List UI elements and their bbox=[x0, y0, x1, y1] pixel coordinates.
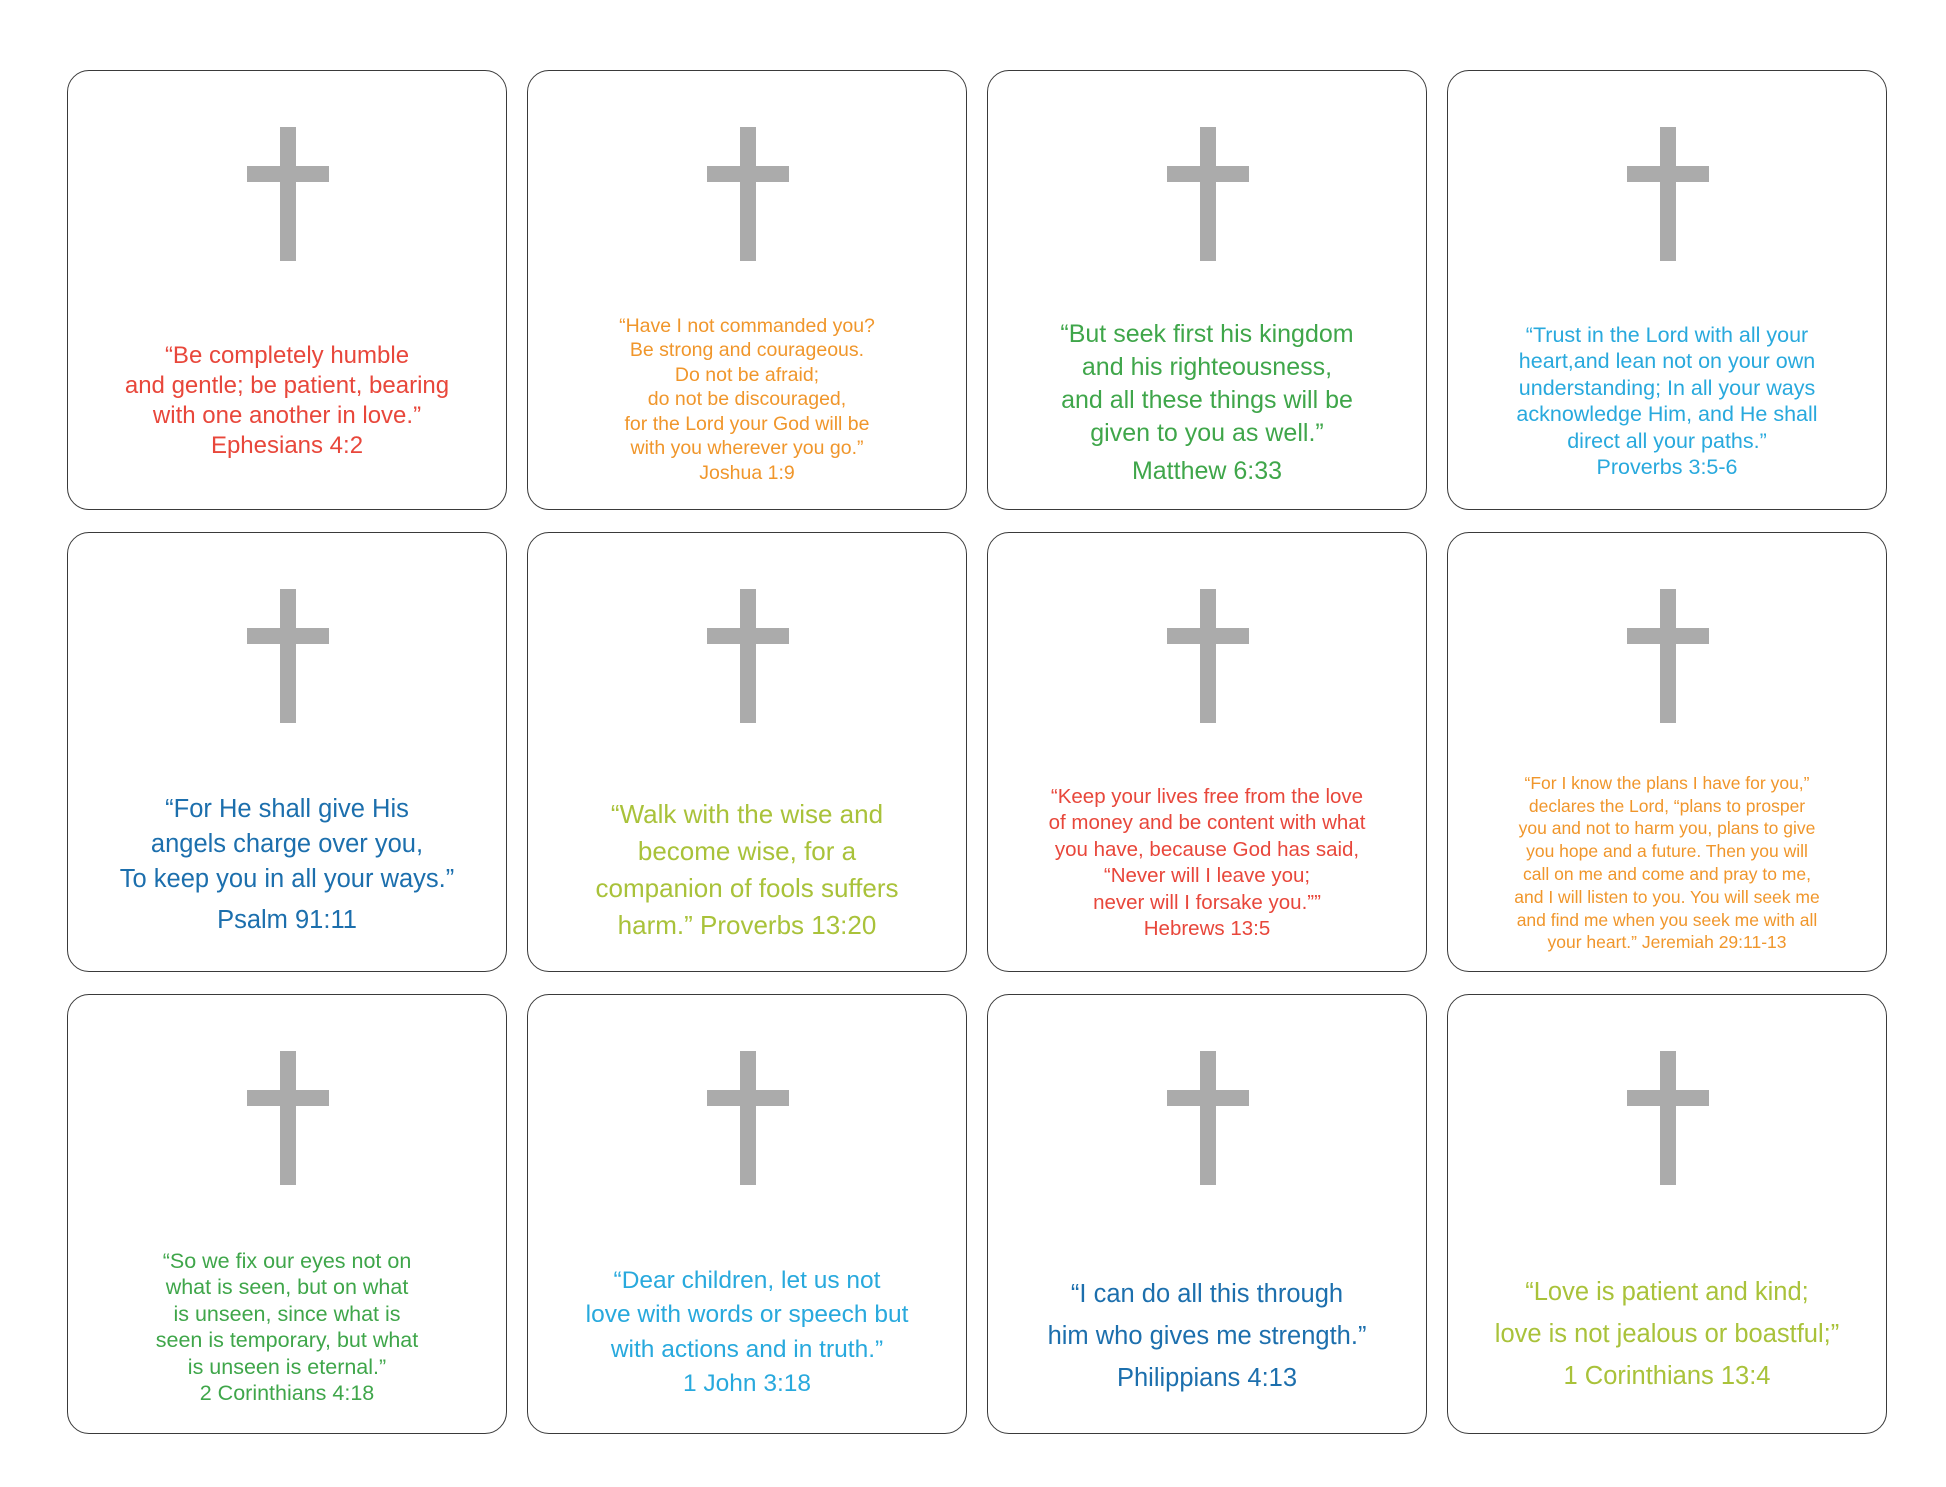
verse-quote: “Trust in the Lord with all your heart,and lean not on your own understanding; In all your ways acknowledge Him, and He shall direct all your paths.” bbox=[1516, 322, 1818, 453]
verse-text bbox=[1018, 285, 1396, 521]
verse-text bbox=[558, 289, 936, 510]
verse-card bbox=[67, 994, 507, 1434]
verse-card bbox=[987, 70, 1427, 510]
verse-text bbox=[1478, 295, 1856, 507]
verse-quote: “Be completely humble and gentle; be patient, bearing with one another in love.” bbox=[124, 342, 450, 429]
verse-card bbox=[1447, 532, 1887, 972]
cross-icon bbox=[68, 71, 508, 271]
verse-quote: “For He shall give His angels charge over you, To keep you in all your ways.” bbox=[119, 795, 455, 893]
verse-quote: “So we fix our eyes not on what is seen, but on what is unseen, since what is seen is temporary, but what is unseen is eternal.” bbox=[155, 1248, 419, 1379]
verse-text bbox=[558, 1229, 936, 1436]
verse-reference: Philippians 4:13 bbox=[1116, 1364, 1298, 1392]
verse-quote: “Dear children, let us not love with words or speech but with actions and in truth.” bbox=[585, 1266, 909, 1363]
verse-text bbox=[98, 1221, 476, 1433]
verse-quote: “Love is patient and kind; love is not jealous or boastful;” bbox=[1494, 1278, 1840, 1348]
cross-icon bbox=[1448, 533, 1888, 733]
verse-card bbox=[987, 532, 1427, 972]
verse-card bbox=[527, 994, 967, 1434]
verse-reference: 1 Corinthians 13:4 bbox=[1563, 1362, 1771, 1390]
cross-icon bbox=[68, 533, 508, 733]
verse-reference: Psalm 91:11 bbox=[217, 906, 357, 934]
cross-icon bbox=[988, 995, 1428, 1195]
verse-text bbox=[1018, 1231, 1396, 1441]
verse-card bbox=[67, 532, 507, 972]
cross-icon bbox=[528, 995, 968, 1195]
verse-text bbox=[98, 311, 476, 491]
verse-card bbox=[987, 994, 1427, 1434]
verse-card bbox=[527, 70, 967, 510]
verse-card bbox=[67, 70, 507, 510]
verse-card bbox=[1447, 994, 1887, 1434]
verse-card bbox=[527, 532, 967, 972]
verse-text bbox=[1478, 1229, 1856, 1439]
verse-quote: “I can do all this through him who gives me strength.” bbox=[1047, 1280, 1367, 1350]
verse-text bbox=[1466, 749, 1868, 954]
cross-icon bbox=[68, 995, 508, 1195]
verse-reference: Hebrews 13:5 bbox=[1143, 917, 1271, 940]
verse-reference: Proverbs 3:5-6 bbox=[1596, 455, 1738, 479]
verse-quote: “Walk with the wise and become wise, for a companion of fools suffers harm.” Proverbs 13:20 bbox=[595, 799, 899, 940]
verse-card-sheet bbox=[67, 70, 1889, 1434]
verse-reference: Matthew 6:33 bbox=[1131, 457, 1283, 485]
cross-icon bbox=[1448, 995, 1888, 1195]
cross-icon bbox=[528, 533, 968, 733]
verse-reference: 2 Corinthians 4:18 bbox=[199, 1381, 375, 1405]
verse-text bbox=[1018, 757, 1396, 969]
verse-reference: Ephesians 4:2 bbox=[210, 432, 364, 459]
cross-icon bbox=[988, 71, 1428, 271]
verse-reference: 1 John 3:18 bbox=[682, 1370, 812, 1397]
cross-icon bbox=[988, 533, 1428, 733]
verse-reference: Joshua 1:9 bbox=[699, 461, 795, 484]
cross-icon bbox=[528, 71, 968, 271]
verse-text bbox=[558, 759, 936, 944]
cross-icon bbox=[1448, 71, 1888, 271]
verse-text bbox=[98, 757, 476, 973]
verse-quote: “Have I not commanded you? Be strong and courageous. Do not be afraid; do not be discouraged, for the Lord your God will be with you wherever you go.” bbox=[619, 314, 875, 459]
verse-quote: “But seek first his kingdom and his righteousness, and all these things will be given to you as well.” bbox=[1060, 320, 1354, 447]
verse-quote: “Keep your lives free from the love of money and be content with what you have, because God has said, “Never will I leave you; never will I forsake you.”” bbox=[1048, 784, 1366, 914]
verse-card bbox=[1447, 70, 1887, 510]
verse-quote: “For I know the plans I have for you,” declares the Lord, “plans to prosper you and not to harm you, plans to give you hope and a future. Then you will call on me and come and pray to me, and I will listen to you. You will seek me and find me when you seek me with all your heart.” Jeremiah 29:11-13 bbox=[1514, 772, 1820, 953]
